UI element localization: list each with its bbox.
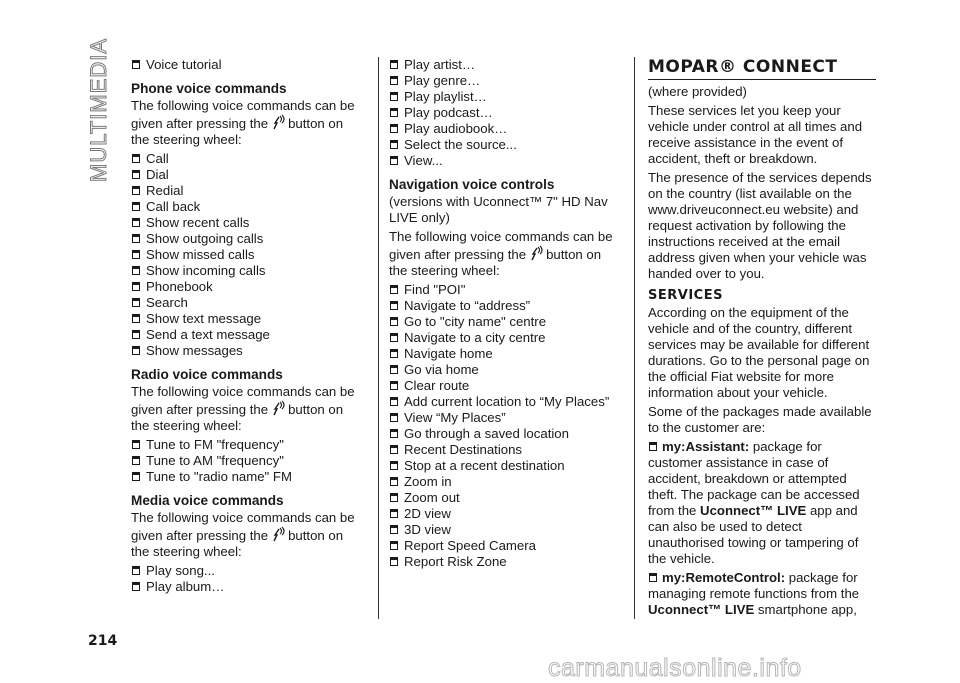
paragraph: Some of the packages made available to the customer are: (648, 404, 872, 435)
checkbox-bullet-icon (132, 472, 140, 481)
list-item-text: Dial (146, 167, 169, 182)
list-item (131, 579, 361, 595)
checkbox-bullet-icon (390, 156, 398, 165)
list-item-text: Navigate to “address” (404, 298, 531, 313)
list-item (389, 490, 621, 506)
phone-intro: The following voice commands can be given after pressing the button on the steering wheel: (131, 98, 355, 147)
list-item-text: Go through a saved location (404, 426, 569, 441)
mopar-connect-heading: MOPAR® CONNECT (648, 57, 876, 80)
checkbox-bullet-icon (390, 557, 398, 566)
list-item-text: Tune to FM "frequency" (146, 437, 284, 452)
checkbox-bullet-icon (390, 365, 398, 374)
checkbox-bullet-icon (390, 493, 398, 502)
checkbox-bullet-icon (132, 186, 140, 195)
checkbox-bullet-icon (132, 282, 140, 291)
checkbox-bullet-icon (390, 301, 398, 310)
checkbox-bullet-icon (390, 285, 398, 294)
list-item (389, 121, 621, 137)
checkbox-bullet-icon (132, 566, 140, 575)
list-item (389, 362, 621, 378)
list-item (389, 137, 621, 153)
checkbox-bullet-icon (390, 445, 398, 454)
checkbox-bullet-icon (132, 582, 140, 591)
checkbox-bullet-icon (132, 298, 140, 307)
checkbox-bullet-icon (390, 124, 398, 133)
list-item-text: Play album… (146, 579, 225, 594)
checkbox-bullet-icon (390, 381, 398, 390)
list-item-text: Show messages (146, 343, 243, 358)
list-item (131, 215, 361, 231)
checkbox-bullet-icon (390, 525, 398, 534)
nav-intro: The following voice commands can be given after pressing the button on the steering wheel: (389, 229, 613, 278)
media-intro: The following voice commands can be given after pressing the button on the steering wheel: (131, 510, 355, 559)
voice-command-icon (528, 245, 544, 261)
column-divider (634, 57, 635, 619)
list-item (389, 410, 621, 426)
list-item-text: Send a text message (146, 327, 270, 342)
radio-commands-heading: Radio voice commands (131, 367, 283, 382)
list-item-text: Play song... (146, 563, 215, 578)
checkbox-bullet-icon (132, 314, 140, 323)
list-item-text: Report Speed Camera (404, 538, 536, 553)
where-provided: (where provided) (648, 84, 747, 99)
list-item (389, 346, 621, 362)
checkbox-bullet-icon (132, 330, 140, 339)
phone-commands-heading: Phone voice commands (131, 81, 287, 96)
checkbox-bullet-icon (390, 541, 398, 550)
list-item (131, 563, 361, 579)
checkbox-bullet-icon (132, 346, 140, 355)
checkbox-bullet-icon (132, 170, 140, 179)
section-label: MULTIMEDIA (86, 37, 111, 182)
checkbox-bullet-icon (390, 509, 398, 518)
list-item (389, 538, 621, 554)
list-item-text: Navigate home (404, 346, 493, 361)
list-item-text: Play genre… (404, 73, 481, 88)
column-divider (378, 57, 379, 619)
list-item-text: Clear route (404, 378, 470, 393)
list-item-text: Show missed calls (146, 247, 255, 262)
list-item-text: Show incoming calls (146, 263, 266, 278)
list-item (131, 437, 361, 453)
column-2 (389, 57, 621, 570)
list-item-text: Report Risk Zone (404, 554, 507, 569)
checkbox-bullet-icon (132, 202, 140, 211)
list-item (389, 298, 621, 314)
list-item-text: Search (146, 295, 188, 310)
list-item (389, 442, 621, 458)
list-item-text: Tune to "radio name" FM (146, 469, 292, 484)
checkbox-bullet-icon (390, 477, 398, 486)
list-item-text: View “My Places” (404, 410, 506, 425)
nav-commands-list (389, 282, 621, 570)
list-item (389, 153, 621, 169)
list-item-text: 3D view (404, 522, 451, 537)
list-item (389, 57, 621, 73)
services-heading: SERVICES (648, 288, 723, 303)
checkbox-bullet-icon (390, 349, 398, 358)
paragraph: According on the equipment of the vehicle and of the country, different services may be available for different durations. Go to the personal page on the official Fiat website for more information about your vehicle. (648, 305, 870, 400)
media-commands-heading: Media voice commands (131, 493, 284, 508)
checkbox-bullet-icon (390, 140, 398, 149)
voice-command-icon (270, 400, 286, 416)
checkbox-bullet-icon (132, 266, 140, 275)
list-item-text: Zoom out (404, 490, 460, 505)
checkbox-bullet-icon (390, 76, 398, 85)
checkbox-bullet-icon (390, 429, 398, 438)
checkbox-bullet-icon (390, 60, 398, 69)
list-item: Voice tutorial (131, 57, 361, 73)
checkbox-bullet-icon (390, 397, 398, 406)
list-item-text: View... (404, 153, 443, 168)
list-item (131, 295, 361, 311)
list-item-text: Add current location to “My Places” (404, 394, 610, 409)
list-item-text: Show outgoing calls (146, 231, 264, 246)
list-item (389, 314, 621, 330)
checkbox-bullet-icon (649, 442, 657, 451)
list-item (389, 506, 621, 522)
list-item-text: Call (146, 151, 169, 166)
checkbox-bullet-icon (649, 573, 657, 582)
list-item-text: Go via home (404, 362, 479, 377)
list-item (131, 311, 361, 327)
list-item (131, 247, 361, 263)
list-item (131, 183, 361, 199)
list-item-text: Navigate to a city centre (404, 330, 546, 345)
list-item (389, 474, 621, 490)
list-item-text: Phonebook (146, 279, 213, 294)
checkbox-bullet-icon (390, 413, 398, 422)
checkbox-bullet-icon (132, 456, 140, 465)
media-commands-list-continued (389, 57, 621, 169)
voice-command-icon (270, 526, 286, 542)
list-item (389, 89, 621, 105)
column-3 (648, 57, 876, 621)
list-item-text: 2D view (404, 506, 451, 521)
list-item (389, 522, 621, 538)
list-item-text: Stop at a recent destination (404, 458, 565, 473)
assistant-package: my:Assistant: package for customer assistance in case of accident, breakdown or attempted theft. The package can be accessed from the Uconnect™ LIVE app and can also be used to detect unauthorised towing or tampering of the vehicle. (648, 439, 860, 566)
list-item (131, 343, 361, 359)
radio-commands-list (131, 437, 361, 485)
nav-note: (versions with Uconnect™ 7" HD Nav LIVE only) (389, 194, 608, 225)
phone-commands-list (131, 151, 361, 359)
list-item-text: Redial (146, 183, 184, 198)
paragraph: The presence of the services depends on the country (list available on the www.driveuconnect.eu website) and request activation by following the instructions received at the email address given when your vehicle was handed over to you. (648, 170, 872, 281)
list-item (131, 151, 361, 167)
list-item (389, 73, 621, 89)
list-item-text: Play playlist… (404, 89, 487, 104)
list-item (389, 378, 621, 394)
list-item (131, 453, 361, 469)
paragraph: These services let you keep your vehicle under control at all times and receive assistance in the event of accident, theft or breakdown. (648, 103, 863, 166)
media-commands-list (131, 563, 361, 595)
page-number: 214 (88, 633, 118, 649)
list-item (131, 469, 361, 485)
list-item-text: Zoom in (404, 474, 452, 489)
column-1 (131, 57, 361, 595)
list-item (131, 327, 361, 343)
checkbox-bullet-icon (390, 333, 398, 342)
list-item-text: Play audiobook… (404, 121, 508, 136)
list-item (389, 554, 621, 570)
checkbox-bullet-icon (132, 218, 140, 227)
checkbox-bullet-icon (132, 440, 140, 449)
checkbox-bullet-icon (132, 250, 140, 259)
voice-command-icon (270, 114, 286, 130)
nav-commands-heading: Navigation voice controls (389, 177, 555, 192)
list-item (389, 394, 621, 410)
list-item (389, 426, 621, 442)
list-item (131, 263, 361, 279)
checkbox-bullet-icon (390, 317, 398, 326)
checkbox-bullet-icon (132, 154, 140, 163)
watermark: carmanualsonline.info (548, 654, 802, 682)
list-item-text: Select the source... (404, 137, 517, 152)
list-item-text: Go to "city name" centre (404, 314, 547, 329)
checkbox-bullet-icon (390, 108, 398, 117)
list-item-text: Call back (146, 199, 201, 214)
list-item-text: Play podcast… (404, 105, 493, 120)
list-item-text: Recent Destinations (404, 442, 523, 457)
list-item (389, 105, 621, 121)
radio-intro: The following voice commands can be given after pressing the button on the steering wheel: (131, 384, 355, 433)
list-item (131, 231, 361, 247)
list-item (131, 199, 361, 215)
list-item-text: Tune to AM "frequency" (146, 453, 284, 468)
checkbox-bullet-icon (390, 461, 398, 470)
checkbox-bullet-icon (132, 60, 140, 69)
checkbox-bullet-icon (390, 92, 398, 101)
list-item (131, 167, 361, 183)
list-item (389, 458, 621, 474)
remote-control-package: my:RemoteControl: package for managing remote functions from the Uconnect™ LIVE smartphone app, (648, 570, 860, 617)
list-item (131, 279, 361, 295)
list-item-text: Find "POI" (404, 282, 466, 297)
checkbox-bullet-icon (132, 234, 140, 243)
list-item (389, 330, 621, 346)
list-item (389, 282, 621, 298)
list-item-text: Play artist… (404, 57, 476, 72)
list-item-text: Show text message (146, 311, 262, 326)
list-item-text: Show recent calls (146, 215, 250, 230)
